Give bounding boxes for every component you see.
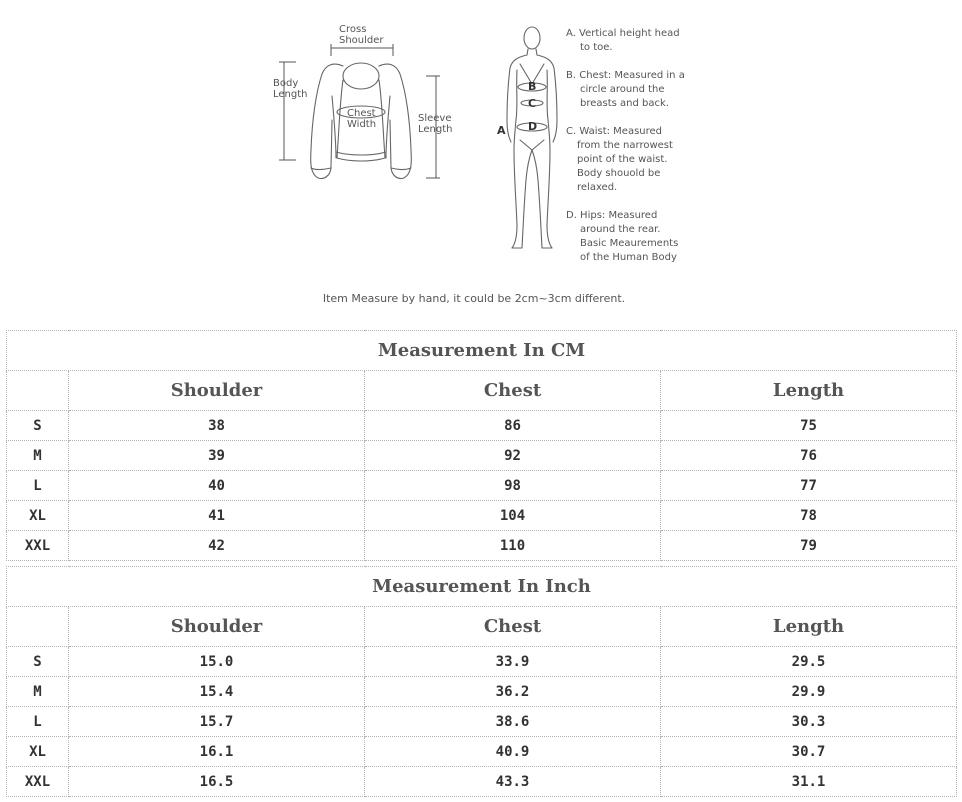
shoulder-value: 39 <box>69 441 365 471</box>
table-row <box>7 501 957 531</box>
shoulder-value: 16.5 <box>69 767 365 797</box>
sleeve-length-label-2: Length <box>418 124 453 135</box>
shoulder-value: 15.7 <box>69 707 365 737</box>
table-title-row <box>7 567 957 607</box>
note-waist-line-2: from the narrowest <box>577 140 673 151</box>
note-chest-line-1: B. Chest: Measured in a <box>566 70 685 81</box>
measurement-guide <box>0 0 962 315</box>
chest-value: 98 <box>365 471 661 501</box>
note-waist-line-1: C. Waist: Measured <box>566 126 663 137</box>
note-hips-line-2: around the rear. <box>580 224 661 235</box>
shoulder-value: 42 <box>69 531 365 561</box>
size-label: L <box>7 471 69 501</box>
body-letter-b: B <box>528 80 537 93</box>
sleeve-length-label-1: Sleeve <box>418 113 452 124</box>
length-value: 31.1 <box>661 767 957 797</box>
size-label: XXL <box>7 767 69 797</box>
shoulder-value: 38 <box>69 411 365 441</box>
table-row <box>7 411 957 441</box>
cross-shoulder-label-1: Cross <box>339 24 367 35</box>
size-label: XL <box>7 737 69 767</box>
table-row <box>7 707 957 737</box>
chest-value: 104 <box>365 501 661 531</box>
column-header-size <box>7 607 69 647</box>
table-row <box>7 737 957 767</box>
size-label: M <box>7 677 69 707</box>
table-row <box>7 441 957 471</box>
length-value: 30.3 <box>661 707 957 737</box>
note-chest-line-3: breasts and back. <box>580 98 669 109</box>
column-header-length: Length <box>661 371 957 411</box>
length-value: 29.9 <box>661 677 957 707</box>
note-height <box>566 27 680 55</box>
size-label: XXL <box>7 531 69 561</box>
length-value: 77 <box>661 471 957 501</box>
note-waist-line-3: point of the waist. <box>577 154 668 165</box>
note-hips <box>566 209 678 265</box>
column-header-chest: Chest <box>365 371 661 411</box>
note-waist <box>566 125 673 195</box>
cross-shoulder-label-2: Shoulder <box>339 35 384 46</box>
note-chest-line-2: circle around the <box>580 84 665 95</box>
chest-width-label-1: Chest <box>347 108 376 119</box>
note-height-line-2: to toe. <box>580 42 613 53</box>
note-hips-line-4: of the Human Body <box>580 252 677 263</box>
measurement-table-inch <box>6 566 957 797</box>
chest-value: 86 <box>365 411 661 441</box>
chest-value: 92 <box>365 441 661 471</box>
table-row <box>7 767 957 797</box>
body-letter-c: C <box>528 97 537 110</box>
column-header-shoulder: Shoulder <box>69 371 365 411</box>
length-value: 79 <box>661 531 957 561</box>
shoulder-value: 16.1 <box>69 737 365 767</box>
table-header-row <box>7 371 957 411</box>
table-title-row <box>7 331 957 371</box>
chest-value: 36.2 <box>365 677 661 707</box>
chest-value: 40.9 <box>365 737 661 767</box>
human-body-illustration <box>495 20 565 256</box>
chest-value: 38.6 <box>365 707 661 737</box>
length-value: 30.7 <box>661 737 957 767</box>
length-value: 29.5 <box>661 647 957 677</box>
note-height-line-1: A. Vertical height head <box>566 28 680 39</box>
table-title: Measurement In CM <box>7 331 957 371</box>
body-length-label-2: Length <box>273 89 308 100</box>
note-chest <box>566 69 685 111</box>
table-row <box>7 647 957 677</box>
size-label: L <box>7 707 69 737</box>
body-letter-d: D <box>528 120 538 133</box>
shoulder-value: 40 <box>69 471 365 501</box>
length-value: 78 <box>661 501 957 531</box>
shoulder-value: 41 <box>69 501 365 531</box>
table-row <box>7 677 957 707</box>
shoulder-value: 15.0 <box>69 647 365 677</box>
column-header-size <box>7 371 69 411</box>
note-hips-line-3: Basic Meaurements <box>580 238 679 249</box>
table-row <box>7 531 957 561</box>
measurement-table-cm <box>6 330 957 561</box>
measure-disclaimer: Item Measure by hand, it could be 2cm~3cm different. <box>322 292 626 305</box>
length-value: 75 <box>661 411 957 441</box>
chest-value: 33.9 <box>365 647 661 677</box>
size-label: XL <box>7 501 69 531</box>
body-letter-a: A <box>497 124 506 137</box>
table-row <box>7 471 957 501</box>
chest-value: 110 <box>365 531 661 561</box>
size-label: M <box>7 441 69 471</box>
note-hips-line-1: D. Hips: Measured <box>566 210 658 221</box>
note-waist-line-4: Body shouold be <box>577 168 661 179</box>
chest-width-label-2: Width <box>347 119 377 130</box>
column-header-length: Length <box>661 607 957 647</box>
chest-value: 43.3 <box>365 767 661 797</box>
size-label: S <box>7 647 69 677</box>
length-value: 76 <box>661 441 957 471</box>
shoulder-value: 15.4 <box>69 677 365 707</box>
table-header-row <box>7 607 957 647</box>
column-header-chest: Chest <box>365 607 661 647</box>
table-title: Measurement In Inch <box>7 567 957 607</box>
column-header-shoulder: Shoulder <box>69 607 365 647</box>
size-label: S <box>7 411 69 441</box>
body-length-label-1: Body <box>273 78 299 89</box>
note-waist-line-5: relaxed. <box>577 182 618 193</box>
